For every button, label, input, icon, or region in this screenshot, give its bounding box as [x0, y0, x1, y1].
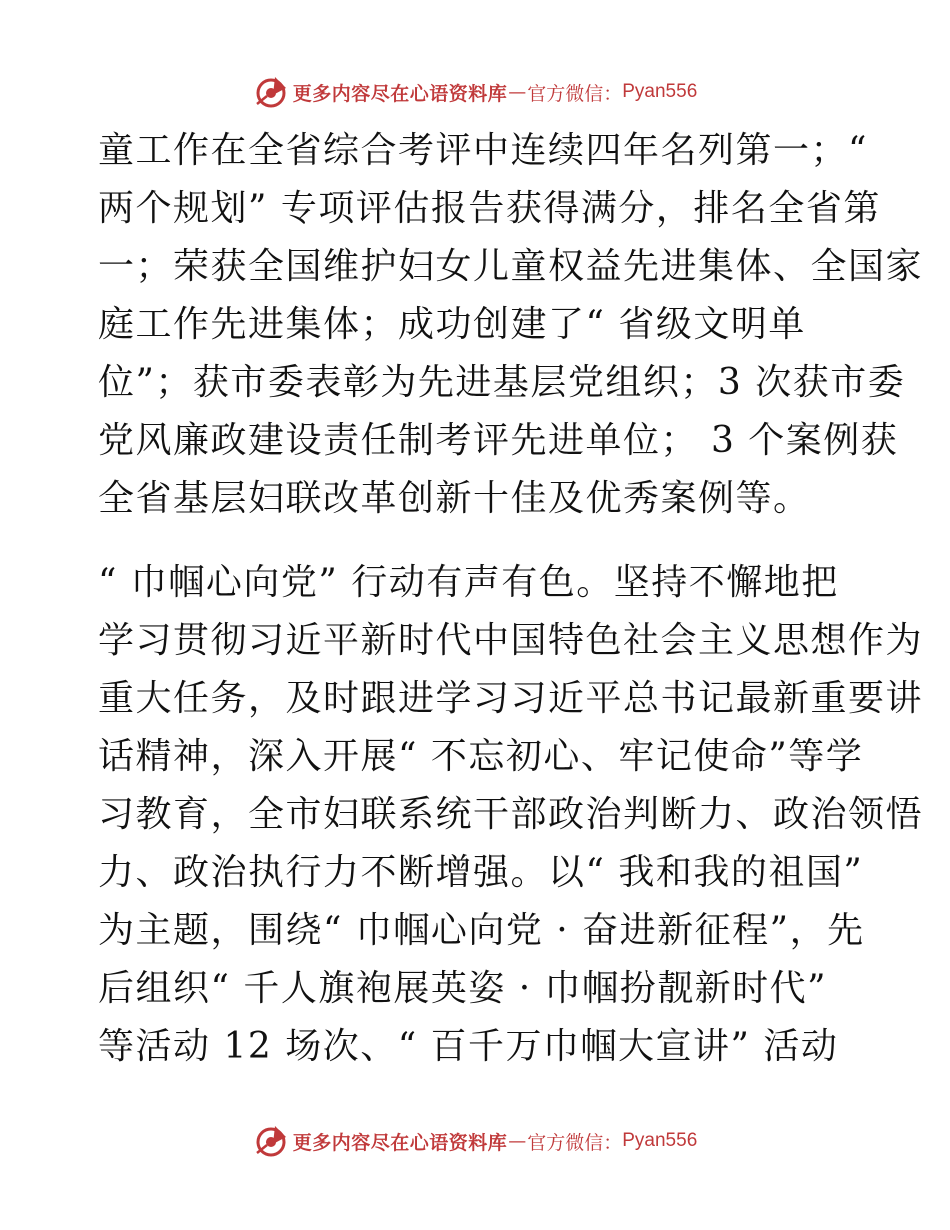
text-line: 学习贯彻习近平新时代中国特色社会主义思想作为	[98, 620, 924, 661]
text-line: 童工作在全省综合考评中连续四年名列第一；“	[98, 130, 868, 171]
text-line: 等活动 12 场次、“ 百千万巾帼大宣讲” 活动	[98, 1026, 839, 1067]
banner-separator: —	[508, 81, 527, 103]
banner-site-text: 更多内容尽在心语资料库	[292, 82, 508, 105]
text-line: 一；荣获全国维护妇女儿童权益先进集体、全国家	[98, 246, 924, 287]
paragraph-party-action	[98, 554, 924, 1076]
text-line: 后组织“ 千人旗袍展英姿 · 巾帼扮靓新时代”	[98, 968, 828, 1009]
text-line: 力、政治执行力不断增强。以“ 我和我的祖国”	[98, 852, 864, 893]
banner-wechat-id: Pyan556	[622, 81, 698, 102]
footer-watermark-banner	[0, 1121, 950, 1161]
banner-separator: —	[508, 1130, 527, 1152]
header-watermark-banner	[0, 72, 950, 112]
text-line: 党风廉政建设责任制考评先进单位； 3 个案例获	[98, 420, 899, 461]
text-line: 话精神，深入开展“ 不忘初心、牢记使命”等学	[98, 736, 864, 777]
document-body	[98, 122, 924, 1076]
banner-wechat-label: 官方微信：	[527, 1131, 623, 1154]
text-line: 重大任务，及时跟进学习习近平总书记最新重要讲	[98, 678, 924, 719]
paragraph-achievements	[98, 122, 924, 528]
text-line: 为主题，围绕“ 巾帼心向党 · 奋进新征程”，先	[98, 910, 865, 951]
text-line: 两个规划” 专项评估报告获得满分，排名全省第	[98, 188, 881, 229]
banner-wechat-label: 官方微信：	[527, 82, 623, 105]
text-line: “ 巾帼心向党” 行动有声有色。坚持不懈地把	[98, 562, 839, 603]
text-line: 庭工作先进集体；成功创建了“ 省级文明单	[98, 304, 806, 345]
text-line: 全省基层妇联改革创新十佳及优秀案例等。	[98, 478, 811, 519]
text-line: 位”；获市委表彰为先进基层党组织；3 次获市委	[98, 362, 906, 403]
text-line: 习教育，全市妇联系统干部政治判断力、政治领悟	[98, 794, 924, 835]
quill-logo-icon	[253, 74, 289, 110]
banner-wechat-id: Pyan556	[622, 1130, 698, 1151]
quill-logo-icon	[253, 1123, 289, 1159]
banner-site-text: 更多内容尽在心语资料库	[292, 1131, 508, 1154]
